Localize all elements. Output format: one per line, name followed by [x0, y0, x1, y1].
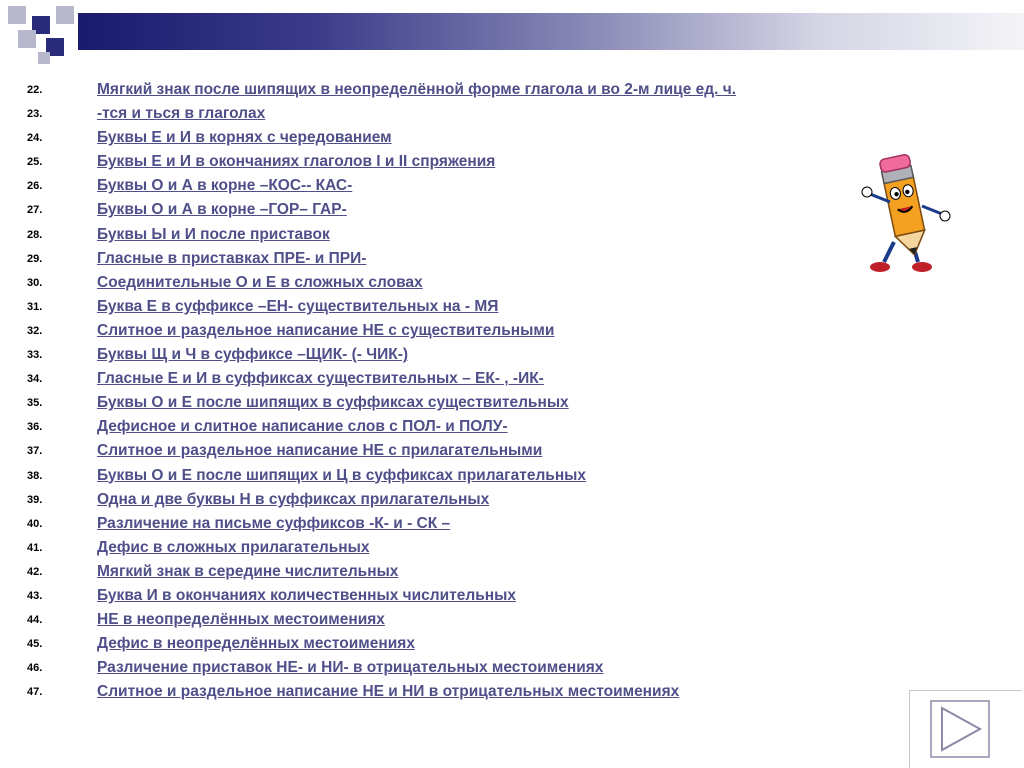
- topic-number: 41.: [27, 541, 43, 554]
- topic-link[interactable]: Гласные в приставках ПРЕ- и ПРИ-: [97, 249, 367, 267]
- topic-link[interactable]: Слитное и раздельное написание НЕ и НИ в отрицательных местоимениях: [97, 683, 680, 701]
- topic-number: 32.: [27, 324, 43, 337]
- topic-item: [0, 247, 900, 271]
- topic-item: [0, 126, 900, 150]
- topic-link[interactable]: Буквы Ы и И после приставок: [97, 225, 330, 243]
- topic-link[interactable]: Гласные Е и И в суффиксах существительных – ЕК- , -ИК-: [97, 370, 544, 388]
- decor-square: [38, 52, 50, 64]
- topic-link[interactable]: Буква И в окончаниях количественных числительных: [97, 586, 516, 604]
- topic-item: [0, 560, 900, 584]
- topic-item: [0, 319, 900, 343]
- topic-link[interactable]: Слитное и раздельное написание НЕ с прилагательными: [97, 442, 543, 460]
- topic-item: [0, 512, 900, 536]
- topic-item: [0, 198, 900, 222]
- topic-item: [0, 391, 900, 415]
- decor-square: [18, 30, 36, 48]
- topic-number: 46.: [27, 662, 43, 675]
- topic-item: [0, 78, 900, 102]
- next-arrow-icon[interactable]: [930, 700, 990, 758]
- topic-link[interactable]: Буквы О и А в корне –ГОР– ГАР-: [97, 201, 347, 219]
- topic-number: 35.: [27, 397, 43, 410]
- topic-number: 39.: [27, 493, 43, 506]
- topic-link[interactable]: Буквы Щ и Ч в суффиксе –ЩИК- (- ЧИК-): [97, 346, 409, 364]
- topic-number: 29.: [27, 252, 43, 265]
- topic-link[interactable]: Различение на письме суффиксов -К- и - СК –: [97, 514, 451, 532]
- topic-link[interactable]: Мягкий знак в середине числительных: [97, 562, 399, 580]
- topic-link[interactable]: Одна и две буквы Н в суффиксах прилагательных: [97, 490, 490, 508]
- header-gradient-bar: [78, 13, 1024, 50]
- topic-item: [0, 174, 900, 198]
- topic-item: [0, 295, 900, 319]
- topic-link[interactable]: Буквы О и Е после шипящих в суффиксах существительных: [97, 394, 569, 412]
- topic-link[interactable]: -тся и ться в глаголах: [97, 105, 266, 123]
- pencil-character-icon: [856, 150, 956, 282]
- topic-item: [0, 608, 900, 632]
- topic-number: 40.: [27, 517, 43, 530]
- topic-item: [0, 536, 900, 560]
- topic-item: [0, 102, 900, 126]
- topic-link[interactable]: Мягкий знак после шипящих в неопределённой форме глагола и во 2-м лице ед. ч.: [97, 81, 736, 98]
- decor-square: [8, 6, 26, 24]
- topic-number: 27.: [27, 204, 43, 217]
- topic-item: [0, 271, 900, 295]
- topic-number: 38.: [27, 469, 43, 482]
- topic-item: [0, 415, 900, 439]
- topic-number: 26.: [27, 180, 43, 193]
- topic-number: 36.: [27, 421, 43, 434]
- topic-number: 43.: [27, 589, 43, 602]
- topic-item: [0, 223, 900, 247]
- topic-number: 33.: [27, 349, 43, 362]
- topic-number: 42.: [27, 565, 43, 578]
- topic-link[interactable]: Различение приставок НЕ- и НИ- в отрицательных местоимениях: [97, 659, 604, 677]
- decor-square: [56, 6, 74, 24]
- topic-number: 22.: [27, 84, 43, 96]
- topic-item: [0, 632, 900, 656]
- topic-item: [0, 488, 900, 512]
- topic-item: [0, 367, 900, 391]
- topic-number: 44.: [27, 614, 43, 627]
- topic-number: 24.: [27, 132, 43, 145]
- topic-link[interactable]: Буквы О и А в корне –КОС-- КАС-: [97, 177, 353, 195]
- topic-number: 31.: [27, 300, 43, 313]
- topic-number: 30.: [27, 276, 43, 289]
- topic-link[interactable]: Слитное и раздельное написание НЕ с существительными: [97, 321, 555, 339]
- topic-link[interactable]: Буквы Е и И в корнях с чередованием: [97, 129, 392, 147]
- topic-link[interactable]: Буква Е в суффиксе –ЕН- существительных на - МЯ: [97, 297, 499, 315]
- topic-number: 47.: [27, 686, 43, 699]
- topic-number: 45.: [27, 638, 43, 651]
- topic-item: [0, 656, 900, 680]
- topic-item: [0, 584, 900, 608]
- topic-number: 37.: [27, 445, 43, 458]
- topic-number: 28.: [27, 228, 43, 241]
- topic-item: [0, 439, 900, 463]
- topic-link[interactable]: Буквы Е и И в окончаниях глаголов I и II спряжения: [97, 153, 496, 171]
- topic-link[interactable]: Дефис в сложных прилагательных: [97, 538, 370, 556]
- topic-number: 23.: [27, 108, 43, 121]
- topic-link[interactable]: Дефис в неопределённых местоимениях: [97, 635, 415, 653]
- topic-item: [0, 680, 900, 704]
- topic-link[interactable]: Соединительные О и Е в сложных словах: [97, 273, 423, 291]
- topic-item: [0, 150, 900, 174]
- topic-number: 34.: [27, 373, 43, 386]
- topic-number: 25.: [27, 156, 43, 169]
- topic-item: [0, 464, 900, 488]
- topic-list: [0, 78, 900, 704]
- topic-item: [0, 343, 900, 367]
- topic-link[interactable]: НЕ в неопределённых местоимениях: [97, 611, 385, 629]
- topic-link[interactable]: Буквы О и Е после шипящих и Ц в суффиксах прилагательных: [97, 466, 587, 484]
- topic-link[interactable]: Дефисное и слитное написание слов с ПОЛ- и ПОЛУ-: [97, 418, 508, 436]
